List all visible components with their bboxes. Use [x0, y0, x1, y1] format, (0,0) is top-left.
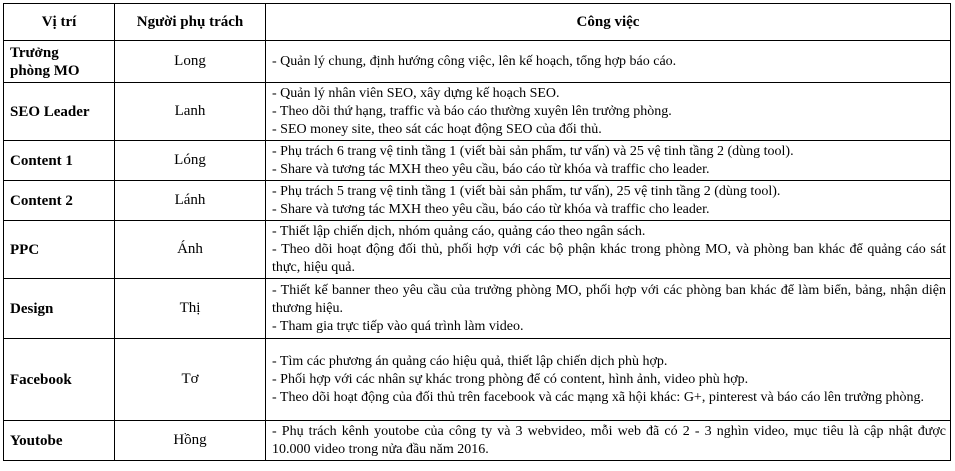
position-cell: Youtobe [4, 421, 115, 461]
position-cell: Trưởng phòng MO [4, 41, 115, 83]
header-position: Vị trí [4, 4, 115, 41]
task-line: - Phụ trách kênh youtobe của công ty và 3 webvideo, mỗi web đã có 2 - 3 nghìn video, mục tiêu là cập nhật được 10.000 video trong nửa đầu năm 2016. [272, 423, 946, 457]
table-row [4, 181, 951, 221]
table-row [4, 141, 951, 181]
owner-cell: Lánh [115, 181, 266, 221]
table-row [4, 83, 951, 141]
position-cell: PPC [4, 221, 115, 279]
tasks-cell [266, 181, 951, 221]
task-line: - Share và tương tác MXH theo yêu cầu, báo cáo từ khóa và traffic cho leader. [272, 161, 710, 177]
tasks-cell [266, 339, 951, 421]
header-owner: Người phụ trách [115, 4, 266, 41]
tasks-cell [266, 141, 951, 181]
tasks-cell [266, 41, 951, 83]
header-tasks: Công việc [266, 4, 951, 41]
task-line: - Quản lý nhân viên SEO, xây dựng kế hoạch SEO. [272, 85, 560, 101]
task-line: - SEO money site, theo sát các hoạt động SEO của đối thủ. [272, 121, 602, 137]
table-row [4, 221, 951, 279]
table-row [4, 279, 951, 339]
task-line: - Phụ trách 6 trang vệ tinh tầng 1 (viết bài sản phẩm, tư vấn) và 25 vệ tinh tầng 2 (dùng tool). [272, 143, 794, 159]
task-line: - Phụ trách 5 trang vệ tinh tầng 1 (viết bài sản phẩm, tư vấn), 25 vệ tinh tầng 2 (dùng tool). [272, 183, 781, 199]
table-row [4, 339, 951, 421]
tasks-cell [266, 221, 951, 279]
owner-cell: Lanh [115, 83, 266, 141]
owner-cell: Tơ [115, 339, 266, 421]
tasks-cell [266, 279, 951, 339]
task-line: - Thiết lập chiến dịch, nhóm quảng cáo, quảng cáo theo ngân sách. [272, 223, 646, 239]
position-cell: Content 2 [4, 181, 115, 221]
task-line: - Tìm các phương án quảng cáo hiệu quả, thiết lập chiến dịch phù hợp. [272, 353, 668, 369]
table-row [4, 41, 951, 83]
task-line: - Theo dõi hoạt động đối thủ, phối hợp với các bộ phận khác trong phòng MO, và phòng ban khác để quảng cáo sát thực, hiệu quả. [272, 241, 946, 275]
table-row [4, 421, 951, 461]
owner-cell: Long [115, 41, 266, 83]
owner-cell: Ánh [115, 221, 266, 279]
task-line: - Quản lý chung, định hướng công việc, lên kế hoạch, tổng hợp báo cáo. [272, 53, 677, 69]
owner-cell: Hồng [115, 421, 266, 461]
tasks-cell [266, 83, 951, 141]
task-line: - Theo dõi hoạt động của đối thủ trên facebook và các mạng xã hội khác: G+, pinterest và báo cáo lên trưởng phòng. [272, 389, 925, 405]
position-cell: Design [4, 279, 115, 339]
task-line: - Phối hợp với các nhân sự khác trong phòng để có content, hình ảnh, video phù hợp. [272, 371, 749, 387]
header-row [4, 4, 951, 41]
position-cell: SEO Leader [4, 83, 115, 141]
task-line: - Thiết kế banner theo yêu cầu của trưởng phòng MO, phối hợp với các phòng ban khác để làm biển, bảng, nhận diện thương hiệu. [272, 282, 946, 316]
task-line: - Share và tương tác MXH theo yêu cầu, báo cáo từ khóa và traffic cho leader. [272, 201, 710, 217]
task-line: - Tham gia trực tiếp vào quá trình làm video. [272, 318, 524, 334]
responsibility-table [3, 3, 951, 461]
owner-cell: Lóng [115, 141, 266, 181]
owner-cell: Thị [115, 279, 266, 339]
position-cell: Facebook [4, 339, 115, 421]
task-line: - Theo dõi thứ hạng, traffic và báo cáo thường xuyên lên trưởng phòng. [272, 103, 672, 119]
tasks-cell [266, 421, 951, 461]
position-cell: Content 1 [4, 141, 115, 181]
